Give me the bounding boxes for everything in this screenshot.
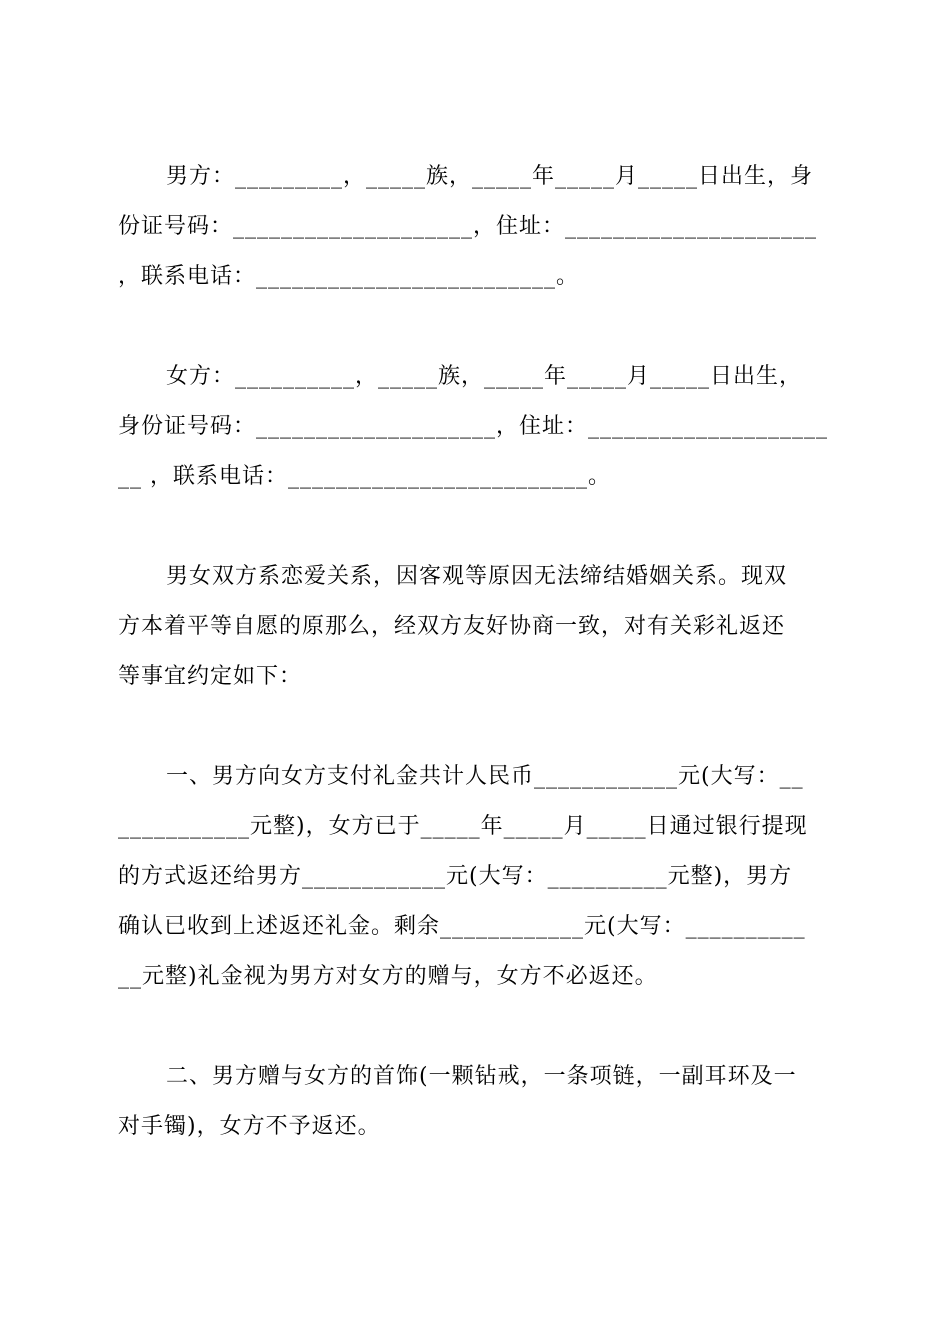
text-line: ___________元整)，女方已于_____年_____月_____日通过银行提现 — [118, 814, 808, 839]
text-line: 身份证号码：____________________，住址：____________________ — [118, 414, 829, 439]
text-line: 一、男方向女方支付礼金共计人民币____________元(大写：__ — [166, 764, 804, 789]
text-line: 的方式返还给男方____________元(大写：__________元整)，男方 — [118, 864, 793, 889]
text-line: 方本着平等自愿的原那么，经双方友好协商一致，对有关彩礼返还 — [118, 614, 786, 639]
text-line: 对手镯)，女方不予返还。 — [118, 1114, 381, 1139]
text-line: __元整)礼金视为男方对女方的赠与，女方不必返还。 — [118, 964, 658, 989]
text-line: 确认已收到上述返还礼金。剩余____________元(大写：__________ — [118, 914, 806, 939]
text-line: 女方：__________，_____族，_____年_____月_____日出生， — [166, 364, 803, 389]
text-line: 等事宜约定如下： — [118, 664, 303, 689]
text-line: 二、男方赠与女方的首饰(一颗钻戒，一条项链，一副耳环及一 — [166, 1064, 797, 1089]
text-line: ，联系电话：_________________________。 — [118, 264, 580, 289]
text-line: 份证号码：____________________，住址：_____________________ — [118, 214, 818, 239]
text-line: __ ，联系电话：_________________________。 — [118, 464, 611, 489]
text-line: 男女双方系恋爱关系，因客观等原因无法缔结婚姻关系。现双 — [166, 564, 788, 589]
text-line: 男方：_________，_____族，_____年_____月_____日出生，身 — [166, 164, 814, 189]
